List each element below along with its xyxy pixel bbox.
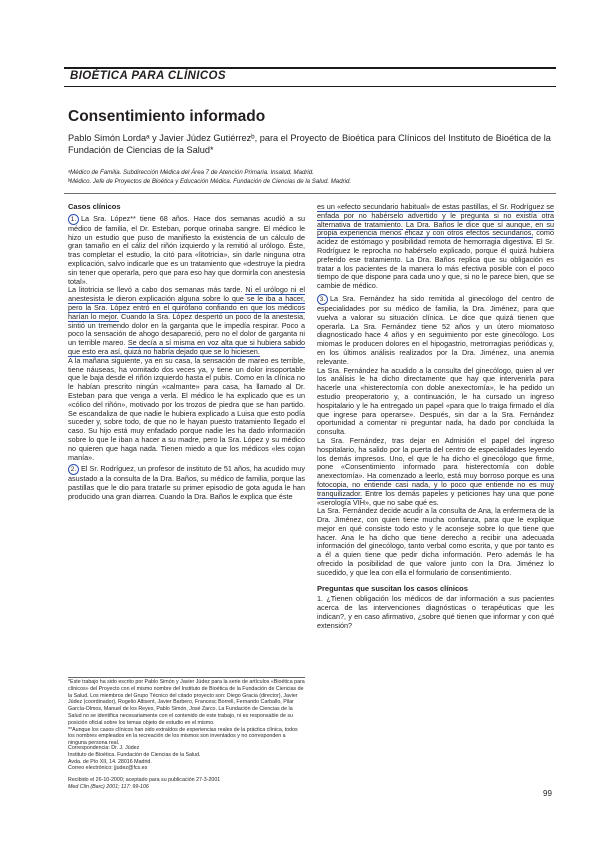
case-3-text-1: La Sra. Fernández ha sido remitida al ginecólogo del centro de especialidades por su médico de familia, la Dra. Jiménez, para que vuelva a valorar su situación clínica. Le dice que quizá tienen que operarla. La Sra. Fernández tiene 52 años y un útero miomatoso diagnosticado hace 4 años y en seguimiento por este ginecólogo. Los miomas le producen dolores en el hipogastrio, metrorragias periódicas y, en los últimos análisis realizados por la Dra. Jiménez, una anemia relevante. [317, 293, 554, 366]
correspondence-line-1: Instituto de Bioética. Fundación de Ciencias de la Salud. [68, 751, 201, 758]
case-2-paragraph-2 [317, 203, 554, 291]
correspondence-line-2: Avda. de Pío XII, 14. 28016 Madrid. [68, 758, 152, 765]
case-1-highlight-2: Se decía a sí misma en voz alta que si hubiera sabido que esto era así, quizá no habría dejado que se lo hiciesen. [68, 338, 306, 356]
case-3-paragraph-1 [317, 294, 554, 367]
affiliations [68, 168, 556, 186]
section-header [64, 67, 556, 87]
case-1-text-1: La Sra. López** tiene 68 años. Hace dos semanas acudió a su médico de familia, el Dr. Esteban, porque orinaba sangre. El médico le hizo un estudio que puso de manifiesto la existencia de un cálculo de gran tamaño en el cáliz del riñón izquierdo y la remitió al urólogo. Éste, tras completar el estudio, la citó para «litotricia», sin darle ninguna otra explicación, salvo indicarle que es un tratamiento que «destruye la piedra sin tener que operarla, pero que para eso hay que dormirla con anestesia total». [68, 213, 305, 286]
question-1: 1. ¿Tienen obligación los médicos de dar información a sus pacientes acerca de las intervenciones diagnósticas o terapéuticas que les indican?, y en caso afirmativo, ¿sobre qué tienen que informar y con qué extensión? [317, 594, 554, 630]
case-2-number: 2. [68, 464, 79, 475]
case-3-text-4: Entre los demás papeles y peticiones hay una que pone «serología VIH», que no sabe qué es. [317, 488, 554, 507]
case-1-paragraph-1 [68, 214, 305, 287]
case-2-paragraph-1 [68, 464, 305, 501]
case-1-paragraph-2 [68, 286, 305, 356]
affiliation-a: ᵃMédico de Familia. Subdirección Médica del Área 7 de Atención Primaria. Insalud. Madrid. [68, 169, 314, 176]
case-3-paragraph-3 [317, 437, 554, 507]
case-2-text-3: como acidez de estómago y posibilidad remota de hemorragia digestiva. El Sr. Rodríguez le reprocha no habérselo explicado, porque él quizá hubiera preferido ese tratamiento. [317, 228, 554, 264]
case-3-number: 3. [317, 294, 328, 305]
cases-heading: Casos clínicos [68, 202, 121, 211]
correspondence-label: Correspondencia: Dr. J. Júdez [68, 745, 140, 751]
case-1-text-2: La litotricia se llevó a cabo dos semanas más tarde. [68, 285, 243, 295]
case-1-highlight-1: Ni el urólogo ni el anestesista le dieron explicación alguna sobre lo que se le iba a hacer, pero la Sra. López entró en el quirófano confiando en que los médicos harían lo mejor. [68, 285, 305, 321]
footnote-star: *Este trabajo ha sido escrito por Pablo Simón y Javier Júdez para la serie de artículos «Bioética para clínicos» del Proyecto con el mismo nombre del Instituto de Bioética de la Fundación de Ciencias de la Salud. Los miembros del Grupo Técnico del citado proyecto son: Diego Gracia (director), Javier Júdez (coordinador), Rogelio Altisent, Javier Barbero, Francesc Borrell, Fernando Carballo, Pilar García-Olmos, Manuel de los Reyes, Pablo Simón, José Zarco. La Fundación de Ciencias de la Salud no se identifica necesariamente con el contenido de este trabajo, ni es responsable de su posición oficial sobre los temas objeto de estudio en el mismo. [68, 679, 305, 726]
correspondence-email: Correo electrónico: jjudez@fcs.es [68, 765, 148, 772]
case-3-text-3: La Sra. Fernández, tras dejar en Admisión el papel del ingreso hospitalario, ha salido por la puerta del centro de especialidades leyendo los demás impresos. Uno, el que le ha dicho el ginecólogo que firme, pone «Consentimiento informado para histerectomía con doble anexectomía». [317, 435, 554, 481]
footnote-doublestar: **Aunque los casos clínicos han sido extraídos de experiencias reales de la práctica clínica, todos los nombres empleados en la recreación de los mismos son inventados y no corresponden a ninguna persona real. [68, 726, 298, 747]
header-divider [64, 193, 556, 194]
case-1-number: 1. [68, 214, 79, 225]
case-2-text-1: El Sr. Rodríguez, un profesor de instituto de 51 años, ha acudido muy asustado a la consulta de la Dra. Baños, su médico de familia, porque las pastillas que le dio para tratarle su primer episodio de gota aguda le han producido una gran diarrea. Cuando la Dra. Baños le explica que éste [68, 464, 305, 501]
case-1-text-3: Cuando la Sra. López despertó un poco de la anestesia, sintió un tremendo dolor en la garganta que le impedía respirar. Poco a poco la sensación de ahogo desapareció, pero no el dolor de garganta ni un terrible mareo. [68, 311, 305, 348]
affiliation-b: ᵇMédico. Jefe de Proyectos de Bioética y Educación Médica. Fundación de Ciencias de la Salud. Madrid. [68, 178, 352, 185]
section-title: BIOÉTICA PARA CLÍNICOS [70, 70, 226, 82]
case-3-paragraph-4: La Sra. Fernández decide acudir a la consulta de Ana, la enfermera de la Dra. Jiménez, con quien tiene mucha confianza, para que le explique mejor en qué consiste todo esto y le aconseje sobre lo que tiene que hacer. Ana le ha dicho que tiene derecho a recibir una adecuada información del ginecólogo, tanto verbal como escrita, y que por tanto es a él a quien tiene que pedir dicha información. Pero además le ha ofrecido la posibilidad de que valore junto con la Dra. Jiménez lo sucedido, y que lea con ella el formulario de consentimiento. [317, 506, 554, 577]
questions-heading: Preguntas que suscitan los casos clínicos [317, 583, 468, 593]
footnotes [68, 679, 305, 747]
case-2-highlight-2: La Dra. Baños le dice que sí aunque, en su propia experiencia menos eficaz y con otros efectos secundarios, [317, 219, 554, 238]
case-3-paragraph-2: La Sra. Fernández ha acudido a la consulta del ginecólogo, quien al ver los análisis le ha dicho directamente que hay que intervenirla para hacerle una «histerectomía con doble anexectomía», le ha pedido un estudio preoperatorio y, a continuación, le ha cursado un ingreso hospitalario y le ha entregado un papel «para que lo traiga firmado el día que ingrese para operarse». Después, sin dar a la Sra. Fernández oportunidad a comentar ni preguntar nada, ha dado por concluida la consulta. [317, 365, 554, 437]
case-3-highlight: Ha comenzado a leerlo, está muy borroso porque es una fotocopia, no entiende casi nada, y lo poco que entiende no es muy tranquilizador. [317, 471, 555, 498]
received-dates: Recibido el 26-10-2000; aceptado para su publicación 27-3-2001 [68, 777, 221, 784]
correspondence-block [68, 745, 305, 791]
case-2-highlight-1: es un «efecto secundario habitual» de estas pastillas, el Sr. Rodríguez se enfada por no habérselo advertido y le pregunta si no existía otra alternativa de tratamiento. [317, 202, 554, 229]
left-column [68, 203, 305, 502]
article-title: Consentimiento informado [68, 108, 266, 125]
right-column [317, 203, 554, 631]
page-number: 99 [543, 789, 552, 798]
journal-citation: Med Clin (Barc) 2001; 117: 99-106 [68, 783, 149, 790]
case-2-text-4: La Dra. Baños replica que su obligación es tratar a los pacientes de la manera lo más efectiva posible con el poco tiempo de que dispone para cada uno y que, si no le parece bien, que se cambie de médico. [317, 254, 554, 291]
authors: Pablo Simón Lordaᵃ y Javier Júdez Gutiérrezᵇ, para el Proyecto de Bioética para Clínicos del Instituto de Bioética de la Fundación de Ciencias de la Salud* [68, 133, 551, 155]
case-1-paragraph-3: A la mañana siguiente, ya en su casa, la sensación de mareo es terrible, tiene náuseas, ha vomitado dos veces ya, y tiene un dolor insoportable que le baja desde el riñón izquierdo hasta el pubis. Como en la clínica no le habían prescrito ningún «calmante» para casa, ha llamado al Dr. Esteban para que venga a verla. El médico le ha explicado que es un «cólico del riñón», motivado por los trozos de piedra que se han partido. Se escandaliza de que nadie le hubiera explicado a Luisa que esto podía suceder y, sobre todo, de que no le hayan puesto tratamiento llegado el caso. Su hijo está muy enfadado porque nadie les ha dado información sobre lo que le iban a hacer a su madre, pero la Sra. López y su médico no quieren que haga nada. Tienen miedo a que los médicos «les cojan manía». [68, 355, 305, 462]
footnote-divider [68, 677, 305, 678]
